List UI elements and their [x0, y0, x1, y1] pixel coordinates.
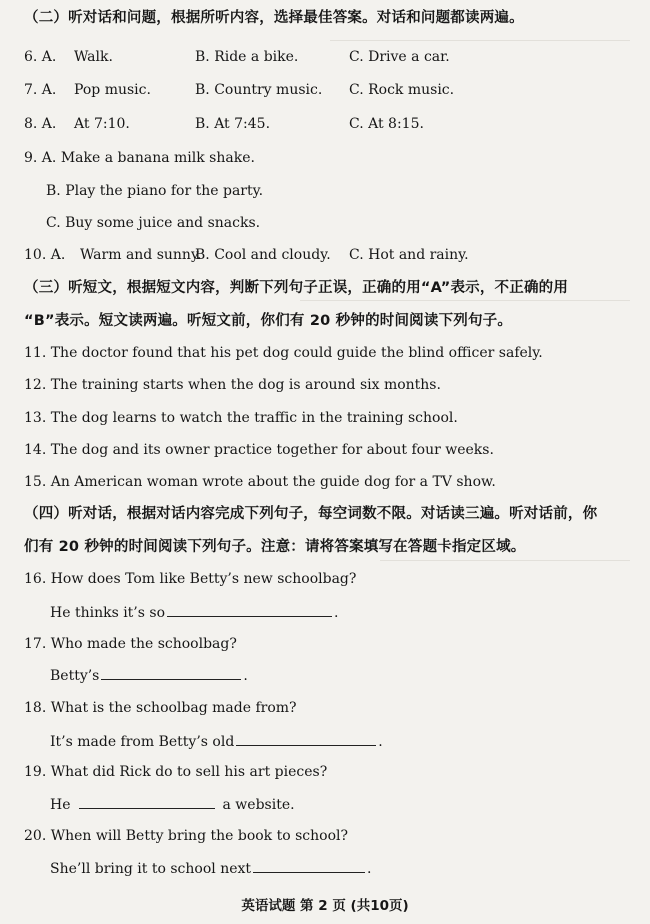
q10-option-b: B. Cool and cloudy.: [195, 247, 331, 263]
answer-18-blank[interactable]: [236, 731, 376, 746]
question-20: 20. When will Betty bring the book to school?: [24, 828, 349, 844]
answer-20-suffix: .: [367, 861, 372, 877]
answer-16-blank[interactable]: [167, 602, 332, 617]
q6-number: 6. A.: [24, 49, 57, 65]
answer-17-blank[interactable]: [101, 665, 241, 680]
statement-15: 15. An American woman wrote about the guide dog for a TV show.: [24, 474, 496, 490]
statement-14: 14. The dog and its owner practice together for about four weeks.: [24, 442, 494, 458]
question-17: 17. Who made the schoolbag?: [24, 636, 237, 652]
section-4-heading-line2: 们有 20 秒钟的时间阅读下列句子。注意：请将答案填写在答题卡指定区域。: [24, 539, 526, 555]
statement-12: 12. The training starts when the dog is around six months.: [24, 377, 441, 393]
statement-13: 13. The dog learns to watch the traffic in the training school.: [24, 410, 458, 426]
statement-11: 11. The doctor found that his pet dog could guide the blind officer safely.: [24, 345, 543, 361]
answer-19: [50, 794, 295, 815]
answer-19-blank[interactable]: [79, 794, 215, 809]
q10-option-c: C. Hot and rainy.: [349, 247, 469, 263]
q8-option-b: B. At 7:45.: [195, 116, 271, 132]
q7-option-c: C. Rock music.: [349, 82, 455, 98]
answer-17-suffix: .: [243, 668, 248, 684]
q6-option-b: B. Ride a bike.: [195, 49, 299, 65]
answer-16-suffix: .: [334, 605, 339, 621]
q9-option-c: C. Buy some juice and snacks.: [46, 215, 261, 231]
answer-17: [50, 665, 248, 686]
q8-number: 8. A.: [24, 116, 57, 132]
q8-option-c: C. At 8:15.: [349, 116, 424, 132]
answer-19-suffix: a website.: [222, 797, 295, 813]
answer-16: [50, 602, 338, 623]
answer-20-prefix: She’ll bring it to school next: [50, 861, 252, 877]
question-18: 18. What is the schoolbag made from?: [24, 700, 297, 716]
answer-18-suffix: .: [378, 734, 383, 750]
page-footer: 英语试题 第 2 页 (共10页): [241, 898, 409, 914]
answer-19-prefix: He: [50, 797, 71, 813]
answer-20: [50, 858, 371, 879]
question-19: 19. What did Rick do to sell his art pieces?: [24, 764, 328, 780]
q8-option-a: At 7:10.: [74, 116, 130, 132]
q7-number: 7. A.: [24, 82, 57, 98]
section-3-heading-line2: “B”表示。短文读两遍。听短文前，你们有 20 秒钟的时间阅读下列句子。: [24, 313, 513, 329]
q9-option-b: B. Play the piano for the party.: [46, 183, 264, 199]
answer-17-prefix: Betty’s: [50, 668, 100, 684]
q6-option-c: C. Drive a car.: [349, 49, 450, 65]
q9-option-a: 9. A. Make a banana milk shake.: [24, 150, 255, 166]
q10-number: 10. A.: [24, 247, 66, 263]
q7-option-b: B. Country music.: [195, 82, 323, 98]
section-2-heading: （二）听对话和问题，根据所听内容，选择最佳答案。对话和问题都读两遍。: [24, 10, 524, 26]
question-16: 16. How does Tom like Betty’s new schoolbag?: [24, 571, 357, 587]
answer-16-prefix: He thinks it’s so: [50, 605, 166, 621]
q6-option-a: Walk.: [74, 49, 113, 65]
section-4-heading-line1: （四）听对话，根据对话内容完成下列句子，每空词数不限。对话读三遍。听对话前，你: [24, 506, 598, 522]
answer-20-blank[interactable]: [253, 858, 365, 873]
answer-18-prefix: It’s made from Betty’s old: [50, 734, 235, 750]
section-3-heading-line1: （三）听短文，根据短文内容，判断下列句子正误，正确的用“A”表示，不正确的用: [24, 280, 569, 296]
q7-option-a: Pop music.: [74, 82, 151, 98]
bleed-through-line: [380, 560, 630, 562]
bleed-through-line: [330, 40, 630, 42]
answer-18: [50, 731, 383, 752]
q10-option-a: Warm and sunny.: [80, 247, 202, 263]
bleed-through-line: [300, 300, 630, 302]
